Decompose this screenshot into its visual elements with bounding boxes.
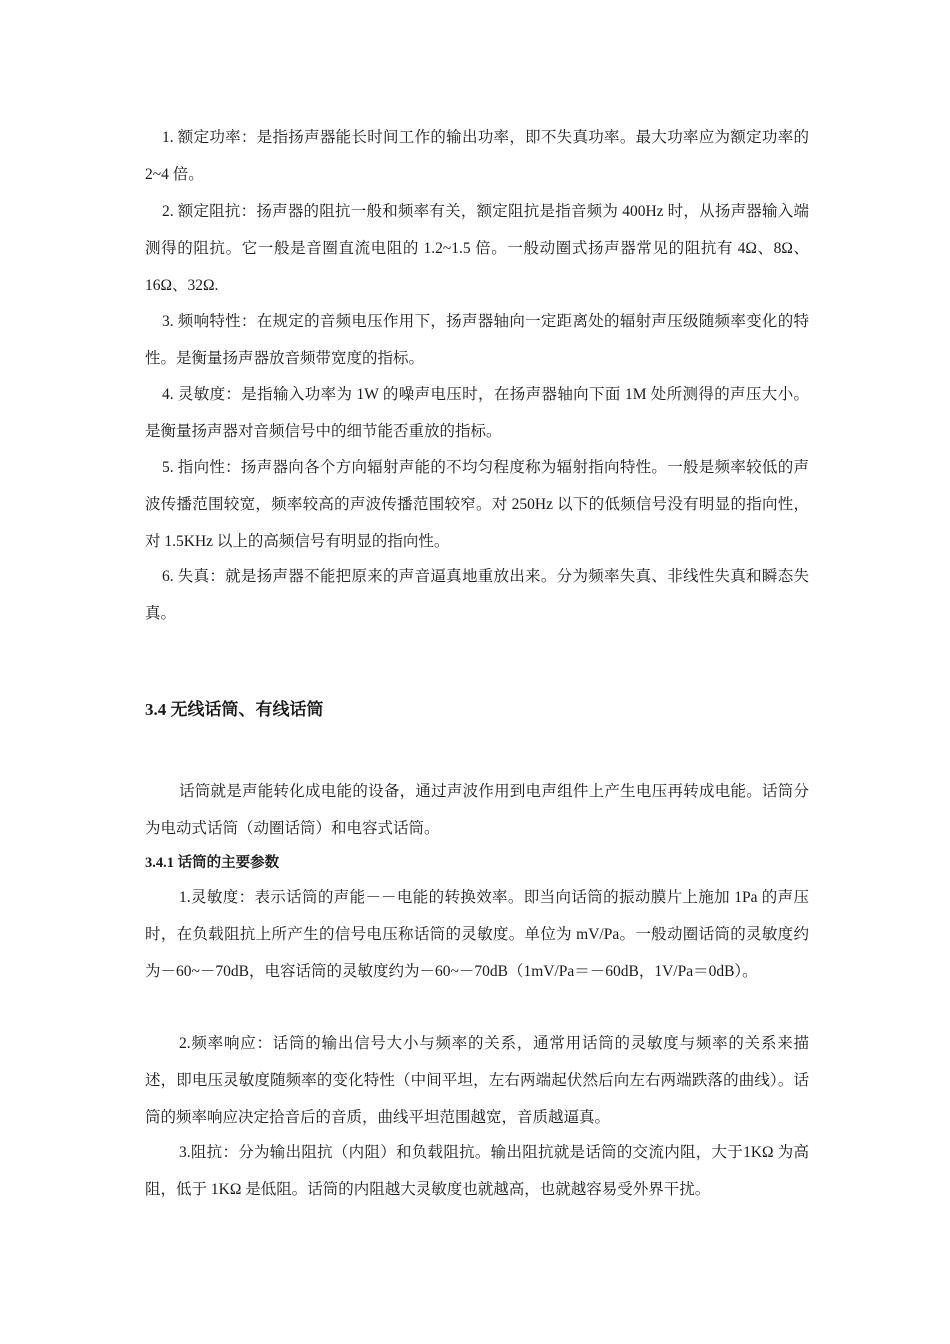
speaker-param-rated-impedance: 2. 额定阻抗：扬声器的阻抗一般和频率有关，额定阻抗是指音频为 400Hz 时，从扬声器输入端测得的阻抗。它一般是音圈直流电阻的 1.2~1.5 倍。一般动圈式扬声器常见的阻抗有 4Ω、8Ω、16Ω、32Ω. (145, 203, 809, 294)
mic-param-impedance: 3.阻抗：分为输出阻抗（内阻）和负载阻抗。输出阻抗就是话筒的交流内阻，大于1KΩ 为高阻，低于 1KΩ 是低阻。话筒的内阻越大灵敏度也就越高，也就越容易受外界干扰。 (145, 1144, 809, 1198)
speaker-param-directivity: 5. 指向性：扬声器向各个方向辐射声能的不均匀程度称为辐射指向特性。一般是频率较低的声波传播范围较宽，频率较高的声波传播范围较窄。对 250Hz 以下的低频信号没有明显的指向性，对 1.5KHz 以上的高频信号有明显的指向性。 (145, 459, 809, 550)
mic-param-sensitivity: 1.灵敏度：表示话筒的声能－－电能的转换效率。即当向话筒的振动膜片上施加 1Pa 的声压时，在负载阻抗上所产生的信号电压称话筒的灵敏度。单位为 mV/Pa。一般动圈话筒的灵敏度约为－60~－70dB，电容话筒的灵敏度约为－60~－70dB（1mV/Pa＝－60dB，1V/Pa＝0dB）。 (145, 889, 809, 980)
section-heading: 3.4 无线话筒、有线话筒 (145, 700, 324, 719)
subsection-heading: 3.4.1 话筒的主要参数 (145, 855, 280, 871)
mic-param-frequency-response: 2.频率响应：话筒的输出信号大小与频率的关系，通常用话筒的灵敏度与频率的关系来描述，即电压灵敏度随频率的变化特性（中间平坦，左右两端起伏然后向左右两端跌落的曲线）。话筒的频率响应决定拾音后的音质，曲线平坦范围越宽，音质越逼真。 (145, 1035, 809, 1126)
section-intro: 话筒就是声能转化成电能的设备，通过声波作用到电声组件上产生电压再转成电能。话筒分为电动式话筒（动圈话筒）和电容式话筒。 (145, 783, 809, 837)
speaker-param-frequency-response: 3. 频响特性：在规定的音频电压作用下，扬声器轴向一定距离处的辐射声压级随频率变化的特性。是衡量扬声器放音频带宽度的指标。 (145, 313, 809, 367)
speaker-param-rated-power: 1. 额定功率：是指扬声器能长时间工作的输出功率，即不失真功率。最大功率应为额定功率的 2~4 倍。 (145, 129, 809, 183)
speaker-param-sensitivity: 4. 灵敏度：是指输入功率为 1W 的噪声电压时，在扬声器轴向下面 1M 处所测得的声压大小。是衡量扬声器对音频信号中的细节能否重放的指标。 (145, 386, 809, 440)
speaker-param-distortion: 6. 失真：就是扬声器不能把原来的声音逼真地重放出来。分为频率失真、非线性失真和瞬态失真。 (145, 568, 809, 622)
